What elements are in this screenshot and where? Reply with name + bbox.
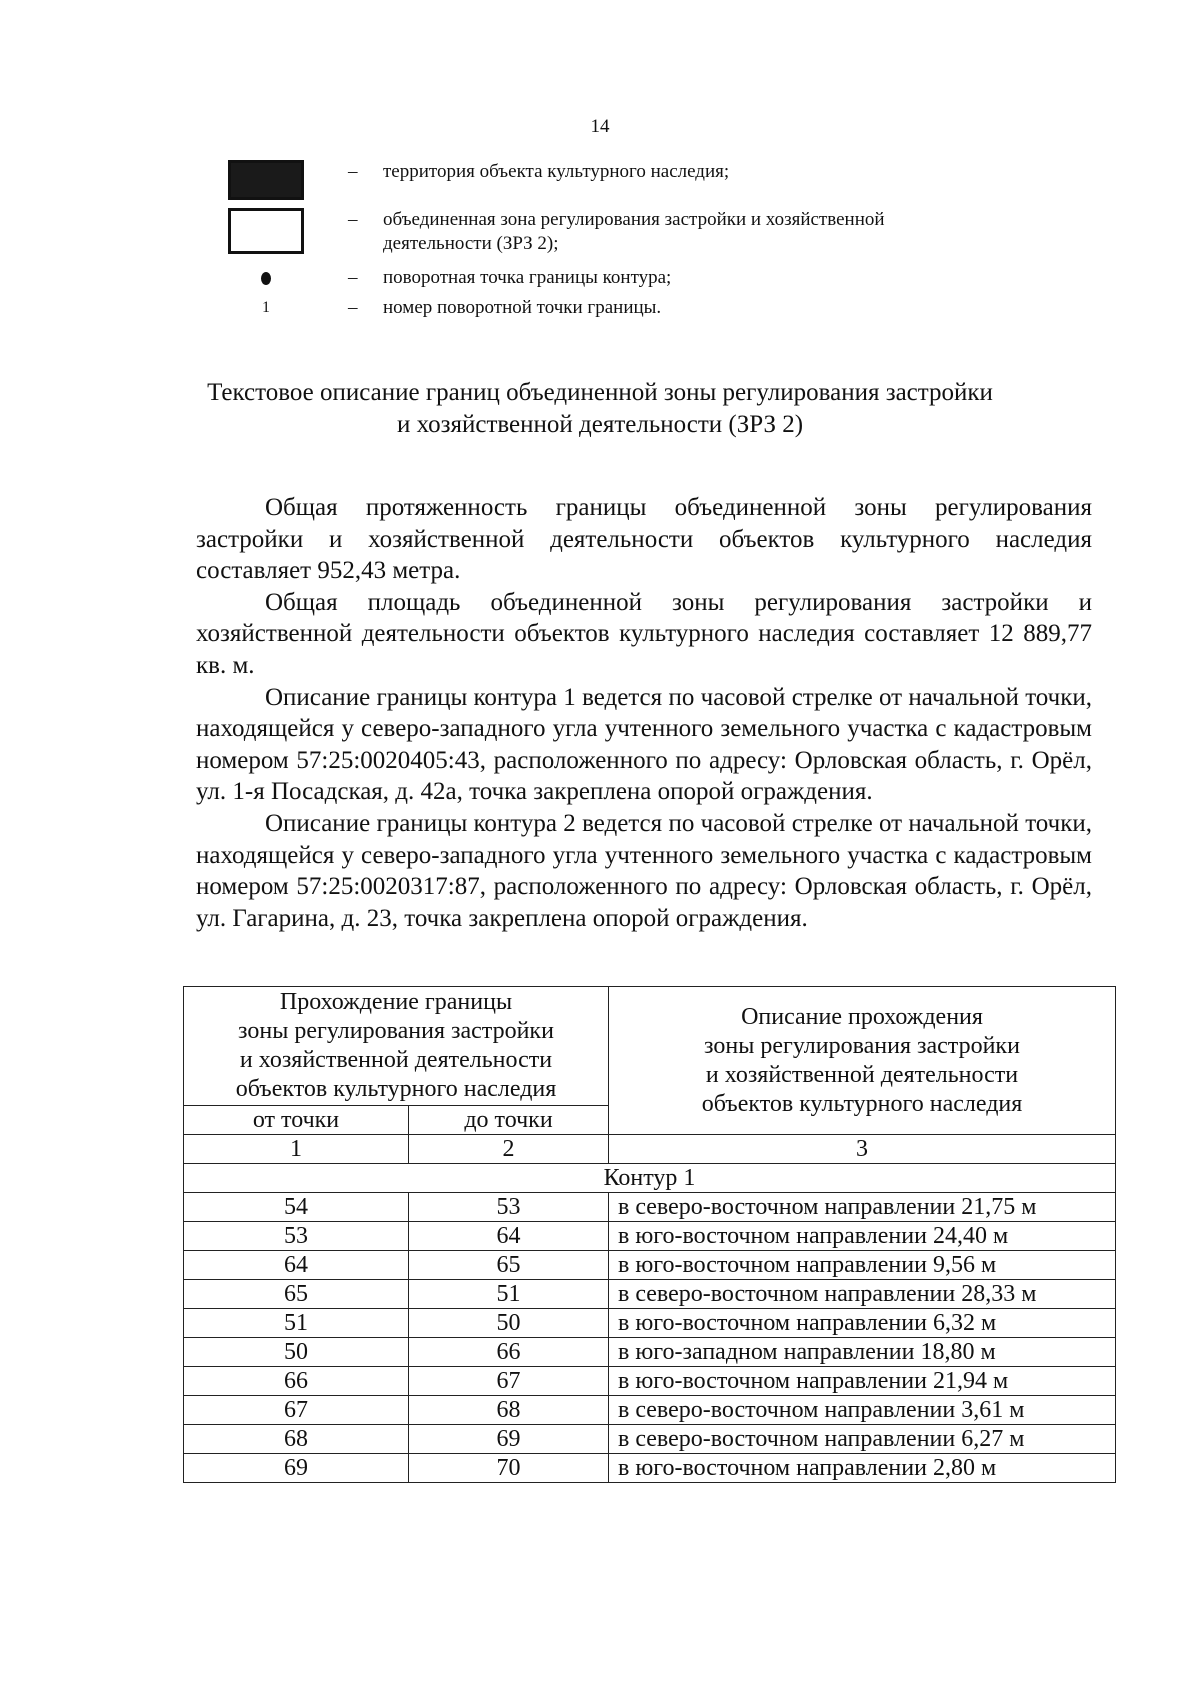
legend-dash: – [348, 161, 358, 182]
table-row [184, 1251, 1116, 1280]
to-point: 69 [409, 1425, 609, 1454]
legend-text: поворотная точка границы контура; [383, 267, 672, 288]
paragraph: Описание границы контура 2 ведется по часовой стрелке от начальной точки, находящейся у северо-западного угла учтенного земельного участка с кадастровым номером 57:25:0020317:87, расположенного по адресу: Орловская область, г. Орёл, ул. Гагарина, д. 23, точка закреплена опорой ограждения. [196, 809, 1092, 932]
header-description: Описание прохождения зоны регулирования застройки и хозяйственной деятельности объектов культурного наследия [609, 987, 1116, 1135]
legend-dash: – [348, 209, 358, 230]
table-row [184, 1338, 1116, 1367]
from-point: 64 [184, 1251, 409, 1280]
to-point: 50 [409, 1309, 609, 1338]
territory-symbol-icon [228, 160, 304, 200]
legend-text: объединенная зона регулирования застройки и хозяйственной деятельности (ЗРЗ 2); [383, 209, 885, 254]
paragraph: Общая протяженность границы объединенной зоны регулирования застройки и хозяйственной деятельности объектов культурного наследия составляет 952,43 метра. [196, 494, 1092, 585]
from-point: 68 [184, 1425, 409, 1454]
table-row [184, 1193, 1116, 1222]
to-point: 53 [409, 1193, 609, 1222]
table-row [184, 1367, 1116, 1396]
to-point: 70 [409, 1454, 609, 1483]
passage-description: в юго-восточном направлении 21,94 м [609, 1367, 1116, 1396]
column-number: 3 [609, 1135, 1116, 1164]
from-point: 53 [184, 1222, 409, 1251]
zone-symbol-icon [228, 208, 304, 254]
table-row [184, 1309, 1116, 1338]
to-point: 68 [409, 1396, 609, 1425]
paragraph: Описание границы контура 1 ведется по часовой стрелке от начальной точки, находящейся у северо-западного угла учтенного земельного участка с кадастровым номером 57:25:0020405:43, расположенного по адресу: Орловская область, г. Орёл, ул. 1-я Посадская, д. 42а, точка закреплена опорой ограждения. [196, 683, 1092, 806]
table-section-row [184, 1164, 1116, 1193]
legend-dash: – [348, 267, 358, 288]
table-row [184, 1280, 1116, 1309]
column-number: 2 [409, 1135, 609, 1164]
turning-point-icon [261, 272, 271, 285]
passage-description: в юго-западном направлении 18,80 м [609, 1338, 1116, 1367]
from-point: 51 [184, 1309, 409, 1338]
passage-description: в северо-восточном направлении 6,27 м [609, 1425, 1116, 1454]
table-header-row [184, 987, 1116, 1106]
description-text [196, 492, 1092, 934]
passage-description: в юго-восточном направлении 24,40 м [609, 1222, 1116, 1251]
legend-item-zone [226, 208, 1026, 266]
table-row [184, 1396, 1116, 1425]
to-point: 66 [409, 1338, 609, 1367]
header-to-point: до точки [409, 1106, 609, 1135]
table-row [184, 1454, 1116, 1483]
to-point: 64 [409, 1222, 609, 1251]
column-number: 1 [184, 1135, 409, 1164]
legend [226, 160, 1026, 326]
section-heading [150, 377, 1050, 441]
table-row [184, 1425, 1116, 1454]
header-boundary-passage: Прохождение границы зоны регулирования застройки и хозяйственной деятельности объектов культурного наследия [184, 987, 609, 1106]
boundary-table [183, 986, 1116, 1483]
passage-description: в северо-восточном направлении 28,33 м [609, 1280, 1116, 1309]
point-number-symbol: 1 [262, 299, 270, 316]
from-point: 69 [184, 1454, 409, 1483]
contour-label: Контур 1 [184, 1164, 1116, 1193]
legend-dash: – [348, 297, 358, 318]
page-number: 14 [590, 116, 610, 137]
passage-description: в северо-восточном направлении 21,75 м [609, 1193, 1116, 1222]
legend-text: номер поворотной точки границы. [383, 297, 662, 318]
from-point: 65 [184, 1280, 409, 1309]
legend-item-territory [226, 160, 1026, 208]
legend-item-point [226, 266, 1026, 296]
passage-description: в юго-восточном направлении 2,80 м [609, 1454, 1116, 1483]
heading-line: и хозяйственной деятельности (ЗРЗ 2) [396, 411, 804, 438]
legend-text: территория объекта культурного наследия; [383, 161, 730, 182]
from-point: 50 [184, 1338, 409, 1367]
to-point: 51 [409, 1280, 609, 1309]
to-point: 65 [409, 1251, 609, 1280]
legend-item-number [226, 296, 1026, 326]
paragraph: Общая площадь объединенной зоны регулирования застройки и хозяйственной деятельности объектов культурного наследия составляет 12 889,77 кв. м. [196, 588, 1092, 679]
heading-line: Текстовое описание границ объединенной зоны регулирования застройки [207, 379, 993, 406]
table-row [184, 1222, 1116, 1251]
from-point: 67 [184, 1396, 409, 1425]
table-column-numbers-row [184, 1135, 1116, 1164]
passage-description: в юго-восточном направлении 6,32 м [609, 1309, 1116, 1338]
from-point: 66 [184, 1367, 409, 1396]
to-point: 67 [409, 1367, 609, 1396]
header-from-point: от точки [184, 1106, 409, 1135]
passage-description: в юго-восточном направлении 9,56 м [609, 1251, 1116, 1280]
from-point: 54 [184, 1193, 409, 1222]
passage-description: в северо-восточном направлении 3,61 м [609, 1396, 1116, 1425]
